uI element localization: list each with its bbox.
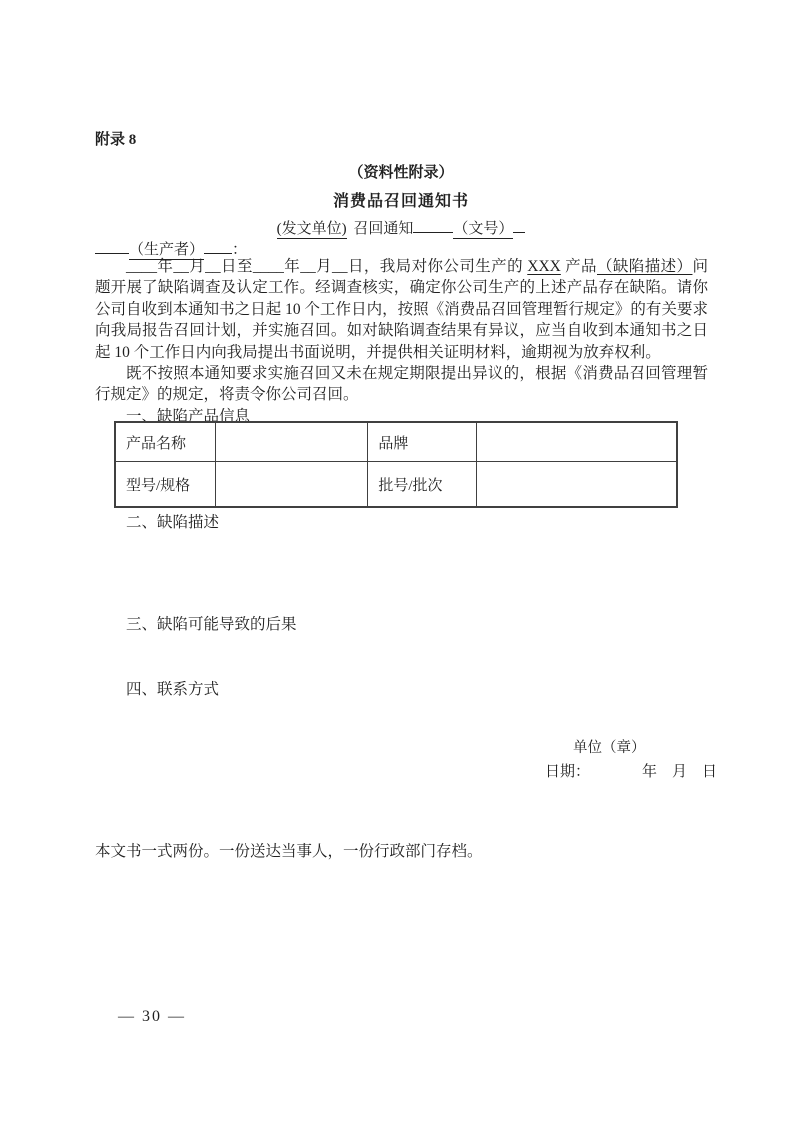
doc-number-line [95, 217, 707, 238]
doc-number-blank [413, 218, 453, 233]
table-cell-label: 批号/批次 [368, 462, 476, 508]
section-heading-contact-info: 四、联系方式 [126, 681, 220, 698]
date-day-label: 日 [702, 764, 718, 780]
page-number: — 30 — [118, 1008, 186, 1025]
copies-note: 本文书一式两份。一份送达当事人，一份行政部门存档。 [95, 843, 483, 860]
informative-note: （资料性附录） [348, 165, 454, 181]
producer-blank: （生产者） [129, 242, 205, 258]
date-month-label: 月 [672, 764, 688, 780]
table-row [115, 462, 677, 508]
product-name-blank: XXX [527, 258, 561, 275]
issuer-blank: (发文单位) [276, 221, 347, 237]
table-cell-value [476, 422, 677, 462]
paragraph-1: ____年__月__日至____年__月__日，我局对你公司生产的 XXX 产品（缺陷描述）问题开展了缺陷调查及认定工作。经调查核实，确定你公司生产的上述产品存在缺陷。请你公司自收到本通知书之日起 10 个工作日内，按照《消费品召回管理暂行规定》的有关要求向我局报告召回计划，并实施召回。如对缺陷调查结果有异议，应当自收到本通知书之日起 10 个工作日内向我局提出书面说明，并提供相关证明材料，逾期视为放弃权利。 [95, 258, 708, 361]
doc-number-label: （文号） [453, 221, 514, 237]
table-cell-value [216, 462, 368, 508]
section-heading-defect-description: 二、缺陷描述 [126, 514, 220, 531]
section-heading-possible-consequences: 三、缺陷可能导致的后果 [126, 616, 297, 633]
producer-leading-blank [95, 239, 129, 254]
table-cell-label: 产品名称 [115, 422, 216, 462]
recall-notice-label: 召回通知 [353, 221, 414, 237]
defect-description-blank: （缺陷描述） [596, 258, 693, 275]
section-heading-product-info: 一、缺陷产品信息 [126, 408, 251, 425]
date-year-label: 年 [642, 764, 658, 780]
salutation-colon: ： [232, 242, 248, 258]
table-cell-label: 型号/规格 [115, 462, 216, 508]
table-cell-label: 品牌 [368, 422, 476, 462]
body-text [95, 256, 708, 406]
table-cell-value [476, 462, 677, 508]
product-info-table [114, 421, 678, 508]
date-line [545, 760, 717, 781]
date-label: 日期： [545, 764, 591, 780]
table-row [115, 422, 677, 462]
appendix-label: 附录 8 [95, 132, 137, 148]
unit-seal-line: 单位（章） [573, 740, 646, 756]
doc-number-trailing-blank [513, 218, 525, 233]
paragraph-2: 既不按照本通知要求实施召回又未在规定期限提出异议的，根据《消费品召回管理暂行规定》的规定，将责令你公司召回。 [95, 365, 708, 404]
producer-trailing-blank [204, 239, 232, 254]
document-title: 消费品召回通知书 [332, 193, 469, 210]
table-cell-value [216, 422, 368, 462]
